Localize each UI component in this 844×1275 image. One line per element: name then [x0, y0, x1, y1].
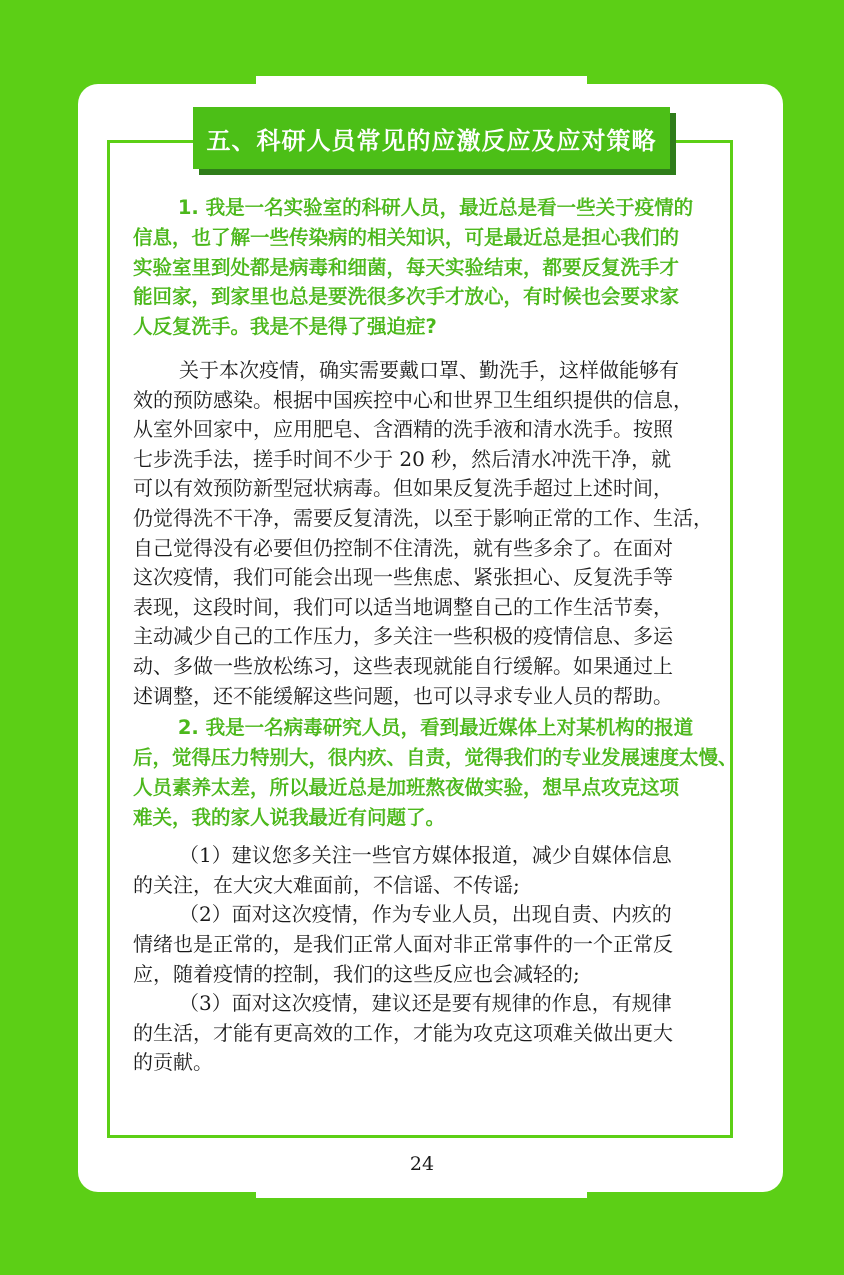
suggestion-2-line: 情绪也是正常的，是我们正常人面对非正常事件的一个正常反: [133, 932, 673, 957]
question-1-line: 实验室里到处都是病毒和细菌，每天实验结束，都要反复洗手才: [133, 255, 680, 279]
answer-1-line: 七步洗手法，搓手时间不少于 20 秒，然后清水冲洗干净，就: [133, 446, 672, 471]
suggestion-3-line: （3）面对这次疫情，建议还是要有规律的作息，有规律: [179, 991, 672, 1016]
question-2: [133, 713, 738, 832]
question-1-line: 能回家，到家里也总是要洗很多次手才放心，有时候也会要求家: [133, 285, 680, 309]
section-title: 五、科研人员常见的应激反应及应对策略: [193, 107, 670, 169]
suggestion-1-line: 的关注，在大灾大难面前，不信谣、不传谣;: [133, 872, 520, 897]
question-1: [133, 193, 733, 342]
answer-1-line: 述调整，还不能缓解这些问题，也可以寻求专业人员的帮助。: [133, 683, 673, 708]
suggestion-2: [133, 900, 733, 989]
answer-1-line: 这次疫情，我们可能会出现一些焦虑、紧张担心、反复洗手等: [133, 565, 673, 590]
question-2-line: 人员素养太差，所以最近总是加班熬夜做实验，想早点攻克这项: [133, 775, 680, 799]
page-number: 24: [409, 1153, 435, 1175]
suggestion-1: [133, 841, 733, 900]
answer-1-line: 效的预防感染。根据中国疾控中心和世界卫生组织提供的信息，: [133, 387, 693, 412]
question-1-line: 信息，也了解一些传染病的相关知识，可是最近总是担心我们的: [133, 225, 680, 249]
suggestion-3-line: 的生活，才能有更高效的工作，才能为攻克这项难关做出更大: [133, 1020, 673, 1045]
question-1-line: 1. 我是一名实验室的科研人员，最近总是看一些关于疫情的: [177, 196, 694, 219]
suggestion-2-line: （2）面对这次疫情，作为专业人员，出现自责、内疚的: [179, 902, 672, 927]
question-1-line: 人反复洗手。我是不是得了强迫症?: [133, 315, 437, 339]
suggestion-3-line: 的贡献。: [133, 1050, 213, 1075]
answer-1-line: 仍觉得洗不干净，需要反复清洗，以至于影响正常的工作、生活，: [133, 505, 713, 530]
answer-1-line: 自己觉得没有必要但仍控制不住清洗，就有些多余了。在面对: [133, 535, 673, 560]
page-tab-bottom: [256, 1186, 587, 1198]
answer-1-line: 关于本次疫情，确实需要戴口罩、勤洗手，这样做能够有: [179, 357, 679, 382]
question-2-line: 2. 我是一名病毒研究人员，看到最近媒体上对某机构的报道: [177, 716, 694, 740]
question-2-line: 难关，我的家人说我最近有问题了。: [133, 805, 446, 829]
answer-1-line: 表现，这段时间，我们可以适当地调整自己的工作生活节奏，: [133, 594, 673, 619]
question-2-line: 后，觉得压力特别大，很内疚、自责，觉得我们的专业发展速度太慢、: [133, 745, 738, 769]
suggestion-3: [133, 989, 733, 1078]
answer-1: [133, 356, 733, 711]
answer-1-line: 主动减少自己的工作压力，多关注一些积极的疫情信息、多运: [133, 624, 673, 649]
suggestion-2-line: 应，随着疫情的控制，我们的这些反应也会减轻的;: [133, 961, 580, 986]
answer-1-line: 动、多做一些放松练习，这些表现就能自行缓解。如果通过上: [133, 653, 673, 678]
suggestion-1-line: （1）建议您多关注一些官方媒体报道，减少自媒体信息: [179, 843, 672, 868]
answer-1-line: 从室外回家中，应用肥皂、含酒精的洗手液和清水洗手。按照: [133, 417, 673, 442]
page-content: [133, 193, 738, 1078]
answer-1-line: 可以有效预防新型冠状病毒。但如果反复洗手超过上述时间，: [133, 476, 673, 501]
